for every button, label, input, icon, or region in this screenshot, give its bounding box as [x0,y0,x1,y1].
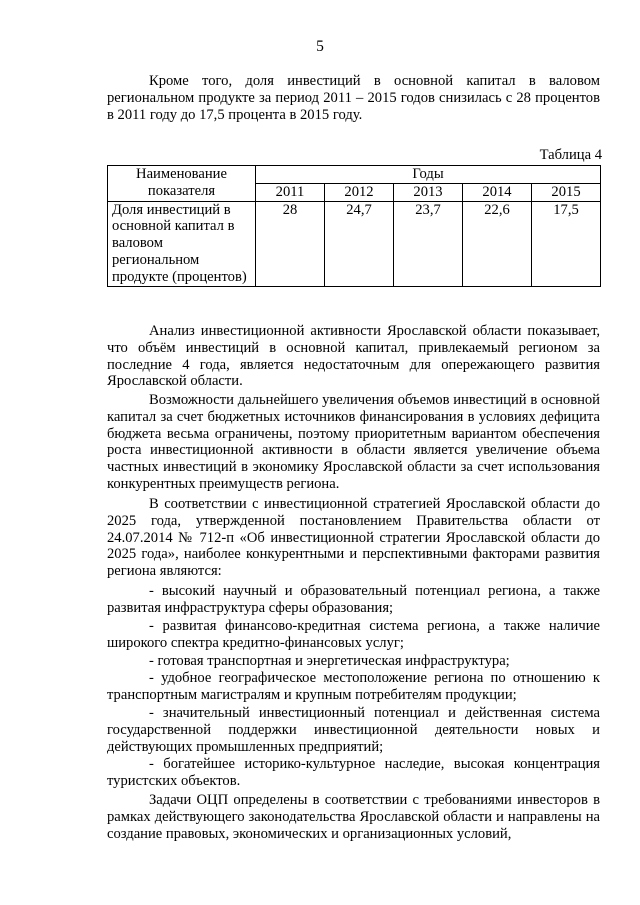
list-item: - богатейшее историко-культурное наследие, высокая концентрация туристских объектов. [107,756,600,789]
table-header-row [108,166,601,184]
list-item: - высокий научный и образовательный потенциал региона, а также развитая инфраструктура сферы образования; [107,583,600,616]
indicator-name-cell: Доля инвестиций в основной капитал в валовом региональном продукте (процентов) [108,201,256,286]
year-cell: 2015 [532,183,601,201]
year-cell: 2012 [325,183,394,201]
list-item: - готовая транспортная и энергетическая инфраструктура; [149,653,510,669]
body-paragraph: Анализ инвестиционной активности Ярославской области показывает, что объём инвестиций в основной капитал, привлекаемый регионом за последние 4 года, является недостаточным для опережающего развития Ярославской области. [107,323,600,390]
closing-paragraph: Задачи ОЦП определены в соответствии с требованиями инвесторов в рамках действующего законодательства Ярославской области и направлены на создание правовых, экономических и организационных условий, [107,792,600,842]
table-row [108,201,601,286]
value-cell: 23,7 [394,201,463,286]
year-cell: 2014 [463,183,532,201]
page-number: 5 [316,38,324,55]
body-paragraph: В соответствии с инвестиционной стратегией Ярославской области до 2025 года, утвержденной постановлением Правительства области от 24.07.2014 № 712-п «Об инвестиционной стратегии Ярославской области до 2025 года», наиболее конкурентными и перспективными факторами развития региона являются: [107,496,600,580]
value-cell: 24,7 [325,201,394,286]
table-caption: Таблица 4 [539,147,602,163]
list-item: - значительный инвестиционный потенциал и действенная система государственной поддержки инвестиционной деятельности новых и действующих промышленных предприятий; [107,705,600,755]
list-item: - удобное географическое местоположение региона по отношению к транспортным магистралям и крупным потребителям продукции; [107,670,600,703]
value-cell: 28 [256,201,325,286]
investment-table [107,165,601,287]
list-item: - развитая финансово-кредитная система региона, а также наличие широкого спектра кредитно-финансовых услуг; [107,618,600,651]
value-cell: 17,5 [532,201,601,286]
indicator-name-header: Наименование показателя [108,166,256,202]
intro-paragraph: Кроме того, доля инвестиций в основной капитал в валовом региональном продукте за период 2011 – 2015 годов снизилась с 28 процентов в 2011 году до 17,5 процента в 2015 году. [107,73,600,123]
years-header: Годы [256,166,601,184]
year-cell: 2011 [256,183,325,201]
body-paragraph: Возможности дальнейшего увеличения объемов инвестиций в основной капитал за счет бюджетных источников финансирования в условиях дефицита бюджета весьма ограничены, поэтому приоритетным вариантом обеспечения роста инвестиционной активности в области является увеличение объема частных инвестиций в экономику Ярославской области за счет использования конкурентных преимуществ региона. [107,392,600,492]
year-cell: 2013 [394,183,463,201]
value-cell: 22,6 [463,201,532,286]
